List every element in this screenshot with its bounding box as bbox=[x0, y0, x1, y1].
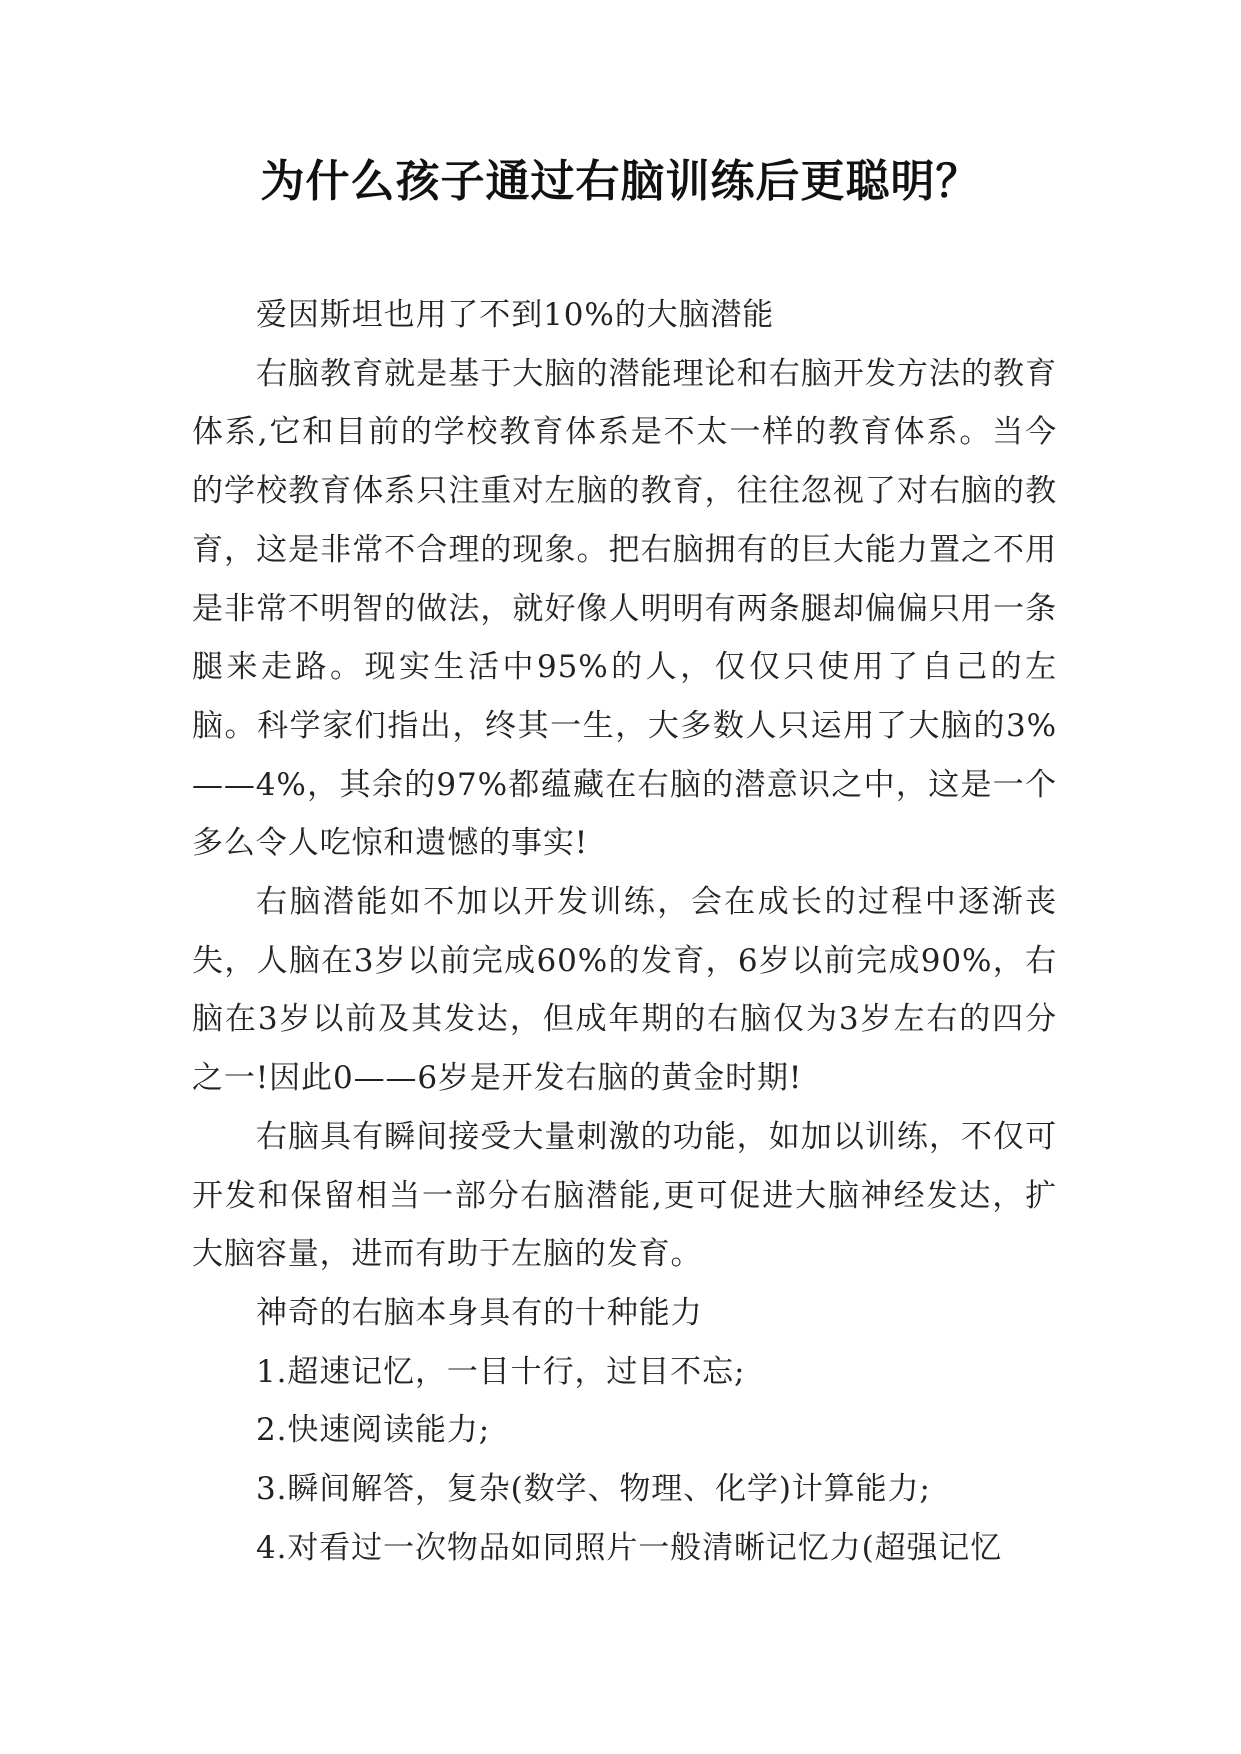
list-item-4: 4.对看过一次物品如同照片一般清晰记忆力(超强记忆 bbox=[256, 1529, 1003, 1566]
paragraph-intro-heading: 爱因斯坦也用了不到10%的大脑潜能 bbox=[256, 297, 775, 333]
list-item-3: 3.瞬间解答，复杂(数学、物理、化学)计算能力; bbox=[256, 1471, 931, 1508]
paragraph-stimulus-function: 右脑具有瞬间接受大量刺激的功能，如加以训练，不仅可开发和保留相当一部分右脑潜能,更可促进大脑神经发达，扩大脑容量，进而有助于左脑的发育。 bbox=[192, 1118, 1057, 1273]
document-body bbox=[192, 286, 1057, 1577]
paragraph-right-brain-education: 右脑教育就是基于大脑的潜能理论和右脑开发方法的教育体系,它和目前的学校教育体系是不太一样的教育体系。当今的学校教育体系只注重对左脑的教育，往往忽视了对右脑的教育，这是非常不合理的现象。把右脑拥有的巨大能力置之不用是非常不明智的做法，就好像人明明有两条腿却偏偏只用一条腿来走路。现实生活中95%的人，仅仅只使用了自己的左脑。科学家们指出，终其一生，大多数人只运用了大脑的3%——4%，其余的97%都蕴藏在右脑的潜意识之中，这是一个多么令人吃惊和遗憾的事实! bbox=[192, 355, 1057, 862]
paragraph-golden-period: 右脑潜能如不加以开发训练，会在成长的过程中逐渐丧失，人脑在3岁以前完成60%的发育，6岁以前完成90%，右脑在3岁以前及其发达，但成年期的右脑仅为3岁左右的四分之一!因此0——6岁是开发右脑的黄金时期! bbox=[192, 884, 1057, 1097]
document-title: 为什么孩子通过右脑训练后更聪明？ bbox=[260, 156, 981, 207]
list-item-2: 2.快速阅读能力; bbox=[256, 1412, 491, 1449]
list-item-1: 1.超速记忆，一目十行，过目不忘; bbox=[256, 1353, 746, 1390]
paragraph-ten-abilities-heading: 神奇的右脑本身具有的十种能力 bbox=[256, 1294, 703, 1331]
